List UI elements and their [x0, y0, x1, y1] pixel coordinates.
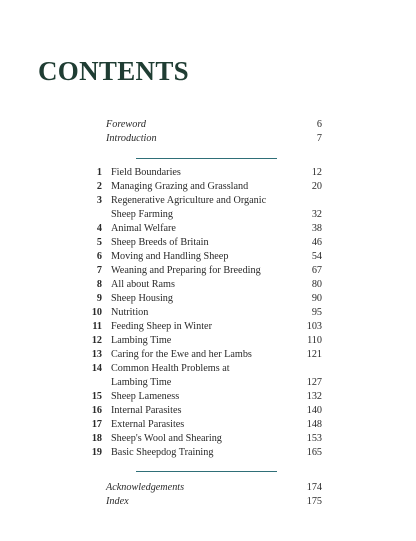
chapter-number: 11 [92, 321, 102, 332]
chapter-entry-continued [0, 376, 416, 390]
chapter-title: Field Boundaries [111, 167, 181, 178]
chapter-entry [0, 264, 416, 278]
entry-page-number: 153 [306, 433, 322, 444]
chapter-entry [0, 292, 416, 306]
chapter-title: Regenerative Agriculture and Organic [111, 195, 267, 206]
chapter-title-continued: Sheep Farming [111, 209, 173, 220]
back-matter-entry [0, 495, 416, 509]
entry-title: Index [106, 496, 129, 507]
entry-page-number: 132 [306, 391, 322, 402]
chapter-entry [0, 334, 416, 348]
chapter-number: 17 [91, 419, 102, 430]
entry-page-number: 127 [306, 377, 322, 388]
chapter-entry [0, 306, 416, 320]
entry-page-number: 95 [311, 307, 322, 318]
chapter-title: External Parasites [111, 419, 185, 430]
entry-page-number: 174 [306, 482, 322, 493]
entry-page-number: 103 [306, 321, 322, 332]
entry-page-number: 110 [307, 335, 322, 346]
chapter-title: Weaning and Preparing for Breeding [111, 265, 261, 276]
chapter-title: Sheep Breeds of Britain [111, 237, 209, 248]
chapter-title: Lambing Time [111, 335, 172, 346]
chapter-entry [0, 180, 416, 194]
chapter-title: Basic Sheepdog Training [111, 447, 214, 458]
chapter-number: 16 [91, 405, 102, 416]
section-divider [136, 471, 277, 472]
chapter-entry [0, 348, 416, 362]
front-matter-entry [0, 132, 416, 146]
chapter-title: Internal Parasites [111, 405, 182, 416]
front-matter-entry [0, 118, 416, 132]
entry-page-number: 140 [306, 405, 322, 416]
entry-page-number: 46 [311, 237, 322, 248]
chapter-number: 5 [96, 237, 102, 248]
chapter-title: All about Rams [111, 279, 175, 290]
entry-page-number: 165 [306, 447, 322, 458]
chapter-entry [0, 446, 416, 460]
chapter-title: Nutrition [111, 307, 149, 318]
chapter-number: 14 [91, 363, 102, 374]
entry-page-number: 90 [311, 293, 322, 304]
chapter-number: 10 [91, 307, 102, 318]
section-divider [136, 158, 277, 159]
chapter-number: 12 [91, 335, 102, 346]
chapter-number: 6 [96, 251, 102, 262]
chapter-number: 2 [96, 181, 102, 192]
chapter-entry [0, 278, 416, 292]
chapter-title: Moving and Handling Sheep [111, 251, 229, 262]
entry-page-number: 148 [306, 419, 322, 430]
chapter-entry [0, 250, 416, 264]
chapter-title: Common Health Problems at [111, 363, 230, 374]
chapter-entry-continued [0, 208, 416, 222]
chapter-title: Sheep Housing [111, 293, 173, 304]
entry-page-number: 6 [316, 119, 322, 130]
chapter-title: Animal Welfare [111, 223, 176, 234]
entry-page-number: 54 [311, 251, 322, 262]
chapter-number: 8 [96, 279, 102, 290]
chapter-number: 15 [91, 391, 102, 402]
chapter-number: 18 [91, 433, 102, 444]
chapter-number: 4 [96, 223, 102, 234]
chapter-number: 1 [96, 167, 102, 178]
page-title: CONTENTS [38, 56, 189, 86]
entry-page-number: 20 [311, 181, 322, 192]
chapter-title: Sheep's Wool and Shearing [111, 433, 222, 444]
entry-page-number: 38 [311, 223, 322, 234]
chapter-entry [0, 418, 416, 432]
chapter-title: Feeding Sheep in Winter [111, 321, 212, 332]
entry-title: Acknowledgements [106, 482, 185, 493]
chapter-number: 13 [91, 349, 102, 360]
entry-title: Foreword [106, 119, 146, 130]
chapter-entry [0, 166, 416, 180]
entry-title: Introduction [106, 133, 157, 144]
chapter-entry [0, 222, 416, 236]
entry-page-number: 80 [311, 279, 322, 290]
back-matter-entry [0, 481, 416, 495]
entry-page-number: 32 [311, 209, 322, 220]
chapter-entry [0, 390, 416, 404]
chapter-number: 3 [96, 195, 102, 206]
chapter-title: Caring for the Ewe and her Lambs [111, 349, 252, 360]
chapter-entry [0, 432, 416, 446]
entry-page-number: 7 [316, 133, 322, 144]
chapter-title: Managing Grazing and Grassland [111, 181, 249, 192]
chapter-entry [0, 194, 416, 208]
chapter-entry [0, 320, 416, 334]
chapter-entry [0, 236, 416, 250]
entry-page-number: 67 [311, 265, 322, 276]
chapter-title: Sheep Lameness [111, 391, 180, 402]
chapter-number: 19 [91, 447, 102, 458]
chapter-number: 7 [96, 265, 102, 276]
chapter-entry [0, 404, 416, 418]
entry-page-number: 175 [306, 496, 322, 507]
chapter-number: 9 [96, 293, 102, 304]
chapter-entry [0, 362, 416, 376]
entry-page-number: 121 [306, 349, 322, 360]
entry-page-number: 12 [311, 167, 322, 178]
chapter-title-continued: Lambing Time [111, 377, 172, 388]
